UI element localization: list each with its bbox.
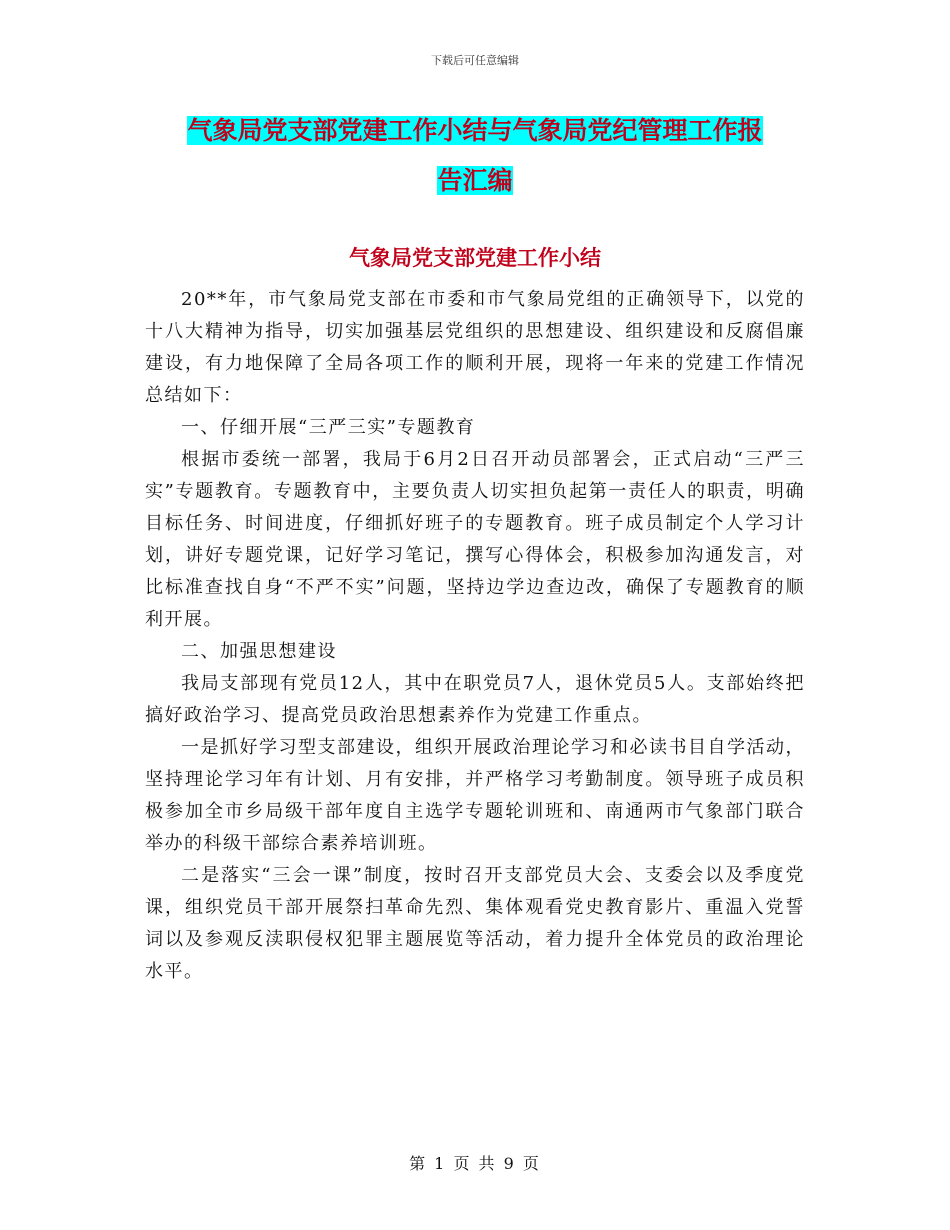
paragraph: 根据市委统一部署，我局于6月2日召开动员部署会，正式启动“三严三实”专题教育。专题教育中，主要负责人切实担负起第一责任人的职责，明确目标任务、时间进度，仔细抓好班子的专题教育。班子成员制定个人学习计划，讲好专题党课，记好学习笔记，撰写心得体会，积极参加沟通发言，对比标准查找自身“不严不实”问题，坚持边学边查边改，确保了专题教育的顺利开展。 [145, 449, 805, 630]
paragraph: 我局支部现有党员12人，其中在职党员7人，退休党员5人。支部始终把搞好政治学习、提高党员政治思想素养作为党建工作重点。 [145, 673, 805, 726]
document-title [0, 106, 950, 206]
heading-one: 一、仔细开展“三严三实”专题教育 [181, 417, 476, 438]
paragraph: 一是抓好学习型支部建设，组织开展政治理论学习和必读书目自学活动，坚持理论学习年有计划、月有安排，并严格学习考勤制度。领导班子成员积极参加全市乡局级干部年度自主选学专题轮训班和、南通两市气象部门联合举办的科级干部综合素养培训班。 [145, 737, 805, 854]
title-highlight: 气象局党支部党建工作小结与气象局党纪管理工作报 [187, 116, 763, 145]
section-title: 气象局党支部党建工作小结 [349, 245, 601, 270]
page-header-note: 下载后可任意编辑 [431, 54, 519, 67]
title-highlight: 告汇编 [437, 166, 513, 195]
paragraph: 二是落实“三会一课”制度，按时召开支部党员大会、支委会以及季度党课，组织党员干部开展祭扫革命先烈、集体观看党史教育影片、重温入党誓词以及参观反渎职侵权犯罪主题展览等活动，着力提升全体党员的政治理论水平。 [145, 865, 805, 982]
document-body [145, 284, 805, 988]
page-number: 第 1 页 共 9 页 [409, 1154, 541, 1173]
document-title-line-2 [0, 156, 950, 206]
document-title-line-1 [0, 106, 950, 156]
heading-two: 二、加强思想建设 [181, 641, 337, 662]
paragraph-intro: 20**年，市气象局党支部在市委和市气象局党组的正确领导下，以党的十八大精神为指导，切实加强基层党组织的思想建设、组织建设和反腐倡廉建设，有力地保障了全局各项工作的顺利开展，现将一年来的党建工作情况总结如下： [145, 289, 805, 406]
